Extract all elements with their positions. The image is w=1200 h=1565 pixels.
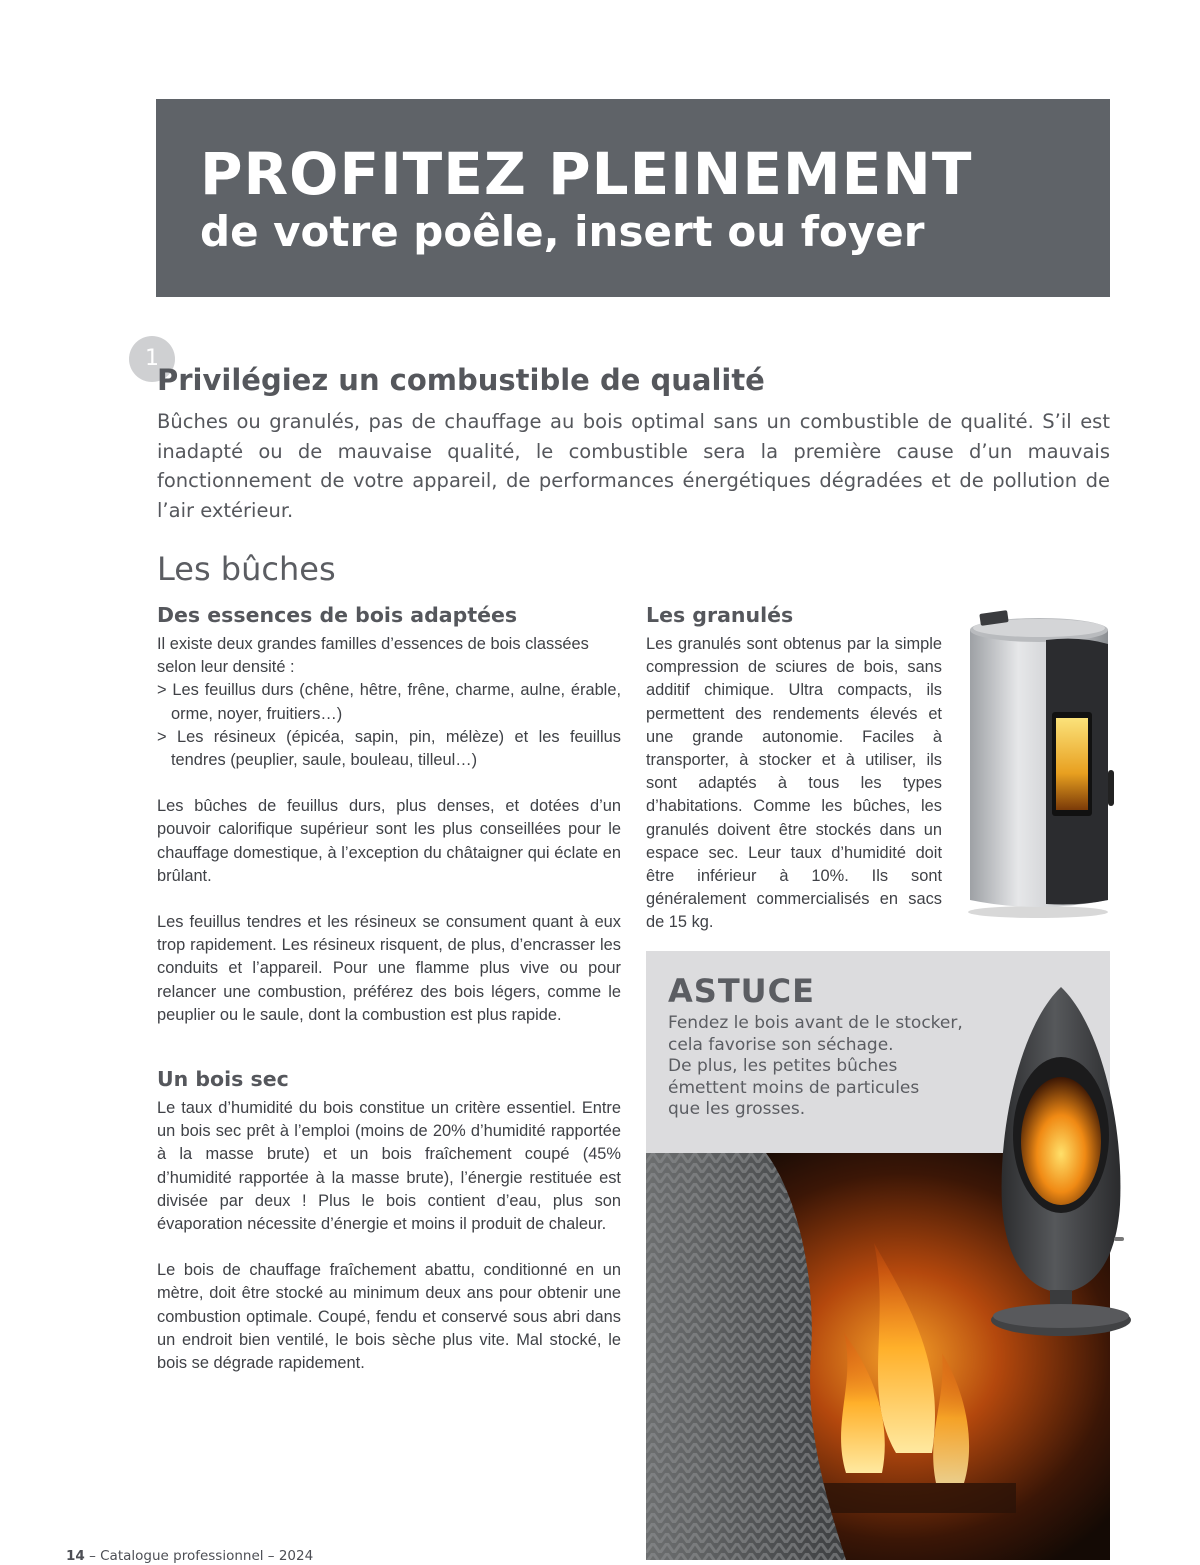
essences-paragraph: Les feuillus tendres et les résineux se consument quant à eux trop rapidement. Les résineux risquent, de plus, d’encrasser les conduits et l’appareil. Pour une flamme plus vive ou pour relancer une combustion, préférez des bois légers, comme le peuplier ou le saule, dont la combustion est plus rapide. bbox=[157, 913, 621, 1024]
bois-sec-paragraph: Le taux d’humidité du bois constitue un critère essentiel. Entre un bois sec prêt à l’emploi (moins de 20% d’humidité rapportée à la masse brute) et un bois fraîchement coupé (45% d’humidité rapportée à la masse brute), l’énergie restituée est divisée par deux ! Plus le bois contient d’eau, plus son évaporation nécessite d’énergie et moins il produit de chaleur. bbox=[157, 1099, 621, 1234]
right-column bbox=[646, 600, 942, 935]
astuce-line: émettent moins de particules bbox=[668, 1077, 920, 1098]
bois-sec-paragraph: Le bois de chauffage fraîchement abattu, conditionné en un mètre, doit être stocké au minimum deux ans pour obtenir une combustion optimale. Coupé, fendu et conservé sous abri dans un endroit bien ventilé, le bois sèche plus vite. Mal stocké, le bois se dégrade rapidement. bbox=[157, 1261, 621, 1373]
essences-heading: Des essences de bois adaptées bbox=[157, 603, 518, 627]
section-intro: Bûches ou granulés, pas de chauffage au bois optimal sans un combustible de qualité. S’il est inadapté ou de mauvaise qualité, le combustible sera la première cause d’un mauvais fonctionnement de votre appareil, de performances énergétiques dégradées et de pollution de l’air extérieur. bbox=[157, 410, 1110, 522]
banner-title: PROFITEZ PLEINEMENT bbox=[200, 140, 973, 208]
astuce-title: ASTUCE bbox=[668, 972, 815, 1010]
left-column bbox=[157, 600, 621, 1375]
granules-paragraph: Les granulés sont obtenus par la simple compression de sciures de bois, sans additif chimique. Ultra compacts, ils permettent des rendements élevés et une grande autonomie. Faciles à transporter, à stocker et à utiliser, ils sont adaptés à tous les types d’habitations. Comme les bûches, les granulés doivent être stockés dans un espace sec. Leur taux d’humidité doit être inférieur à 10%. Ils sont généralement commercialisés en sacs de 15 kg. bbox=[646, 635, 942, 932]
header-banner bbox=[156, 99, 1110, 297]
page-number: 14 bbox=[66, 1548, 85, 1564]
egg-stove-image bbox=[986, 985, 1136, 1345]
banner-subtitle: de votre poêle, insert ou foyer bbox=[200, 207, 925, 256]
granules-heading: Les granulés bbox=[646, 603, 794, 627]
page-footer bbox=[66, 1547, 313, 1565]
bois-sec-heading: Un bois sec bbox=[157, 1067, 289, 1092]
list-item: > Les feuillus durs (chêne, hêtre, frêne, charme, aulne, érable, orme, noyer, fruitiers…) bbox=[157, 681, 621, 723]
essences-paragraph: Les bûches de feuillus durs, plus denses, et dotées d’un pouvoir calorifique supérieur sont les plus conseillées pour le chauffage domestique, à l’exception du châtaigner qui éclate en brûlant. bbox=[157, 797, 621, 885]
essences-intro: Il existe deux grandes familles d’essences de bois classées selon leur densité : bbox=[157, 635, 589, 677]
footer-text: – Catalogue professionnel – 2024 bbox=[84, 1548, 314, 1564]
astuce-line: que les grosses. bbox=[668, 1099, 806, 1119]
astuce-text bbox=[668, 1013, 1008, 1121]
section-title: Privilégiez un combustible de qualité bbox=[157, 363, 765, 397]
astuce-line: De plus, les petites bûches bbox=[668, 1056, 898, 1076]
step-number-badge: 1 bbox=[129, 336, 175, 382]
astuce-line: cela favorise son séchage. bbox=[668, 1034, 894, 1055]
pellet-stove-image bbox=[958, 600, 1138, 930]
astuce-line: Fendez le bois avant de le stocker, bbox=[668, 1013, 963, 1033]
list-item: > Les résineux (épicéa, sapin, pin, mélèze) et les feuillus tendres (peuplier, saule, bouleau, tilleul…) bbox=[157, 727, 621, 770]
subsection-title: Les bûches bbox=[157, 550, 336, 588]
